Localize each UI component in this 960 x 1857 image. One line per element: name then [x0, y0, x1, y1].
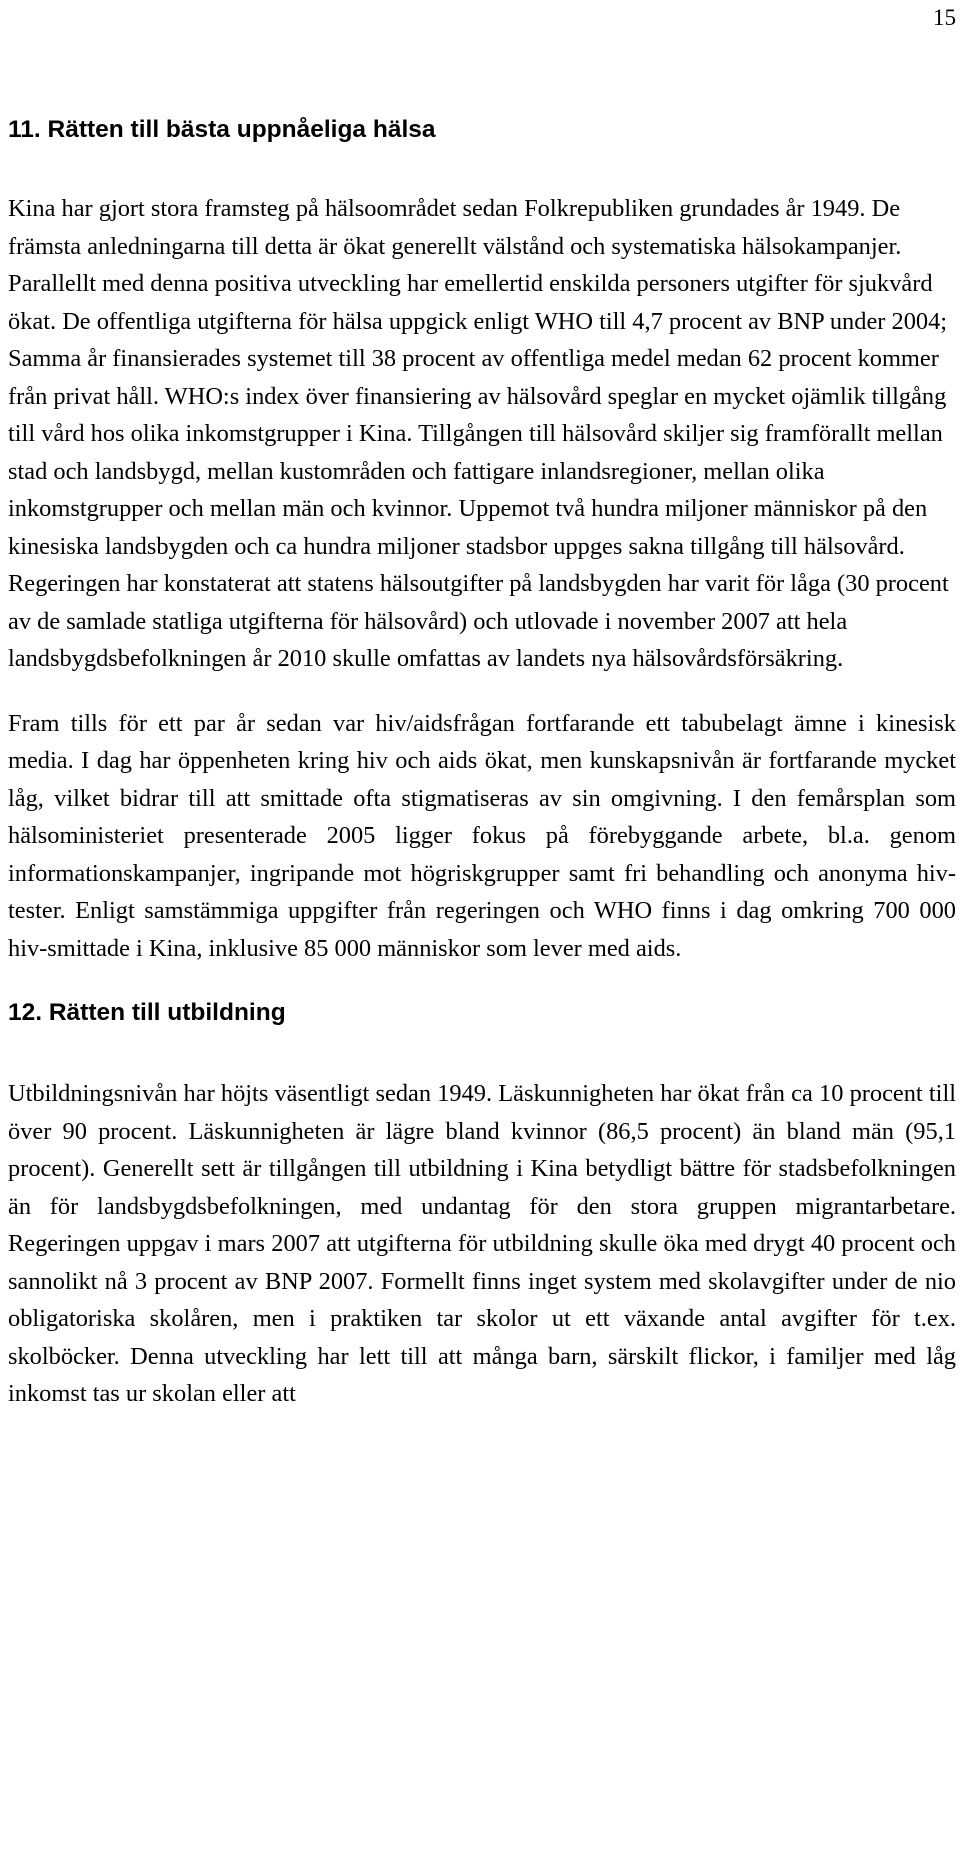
page-number: 15	[933, 5, 956, 30]
section-heading-health: 11. Rätten till bästa uppnåeliga hälsa	[8, 116, 436, 143]
document-body	[8, 116, 956, 1413]
section-heading-education: 12. Rätten till utbildning	[8, 999, 286, 1026]
paragraph-hiv-aids: Fram tills för ett par år sedan var hiv/aidsfrågan fortfarande ett tabubelagt ämne i kinesisk media. I dag har öppenheten kring hiv och aids ökat, men kunskapsnivån är fortfarande mycket låg, vilket bidrar till att smittade ofta stigmatiseras av sin omgivning. I den femårsplan som hälsoministeriet presenterade 2005 ligger fokus på förebyggande arbete, bl.a. genom informationskampanjer, ingripande mot högriskgrupper samt fri behandling och anonyma hiv-tester. Enligt samstämmiga uppgifter från regeringen och WHO finns i dag omkring 700 000 hiv-smittade i Kina, inklusive 85 000 människor som lever med aids.	[8, 709, 956, 962]
paragraph-education: Utbildningsnivån har höjts väsentligt sedan 1949. Läskunnigheten har ökat från ca 10 procent till över 90 procent. Läskunnigheten är lägre bland kvinnor (86,5 procent) än bland män (95,1 procent). Generellt sett är tillgången till utbildning i Kina betydligt bättre för stadsbefolkningen än för landsbygdsbefolkningen, med undantag för den stora gruppen migrantarbetare. Regeringen uppgav i mars 2007 att utgifterna för utbildning skulle öka med drygt 40 procent och sannolikt nå 3 procent av BNP 2007. Formellt finns inget system med skolavgifter under de nio obligatoriska skolåren, men i praktiken tar skolor ut ett växande antal avgifter för t.ex. skolböcker. Denna utveckling har lett till att många barn, särskilt flickor, i familjer med låg inkomst tas ur skolan eller att	[8, 1080, 956, 1407]
paragraph-health-overview: Kina har gjort stora framsteg på hälsoområdet sedan Folkrepubliken grundades år 1949. De främsta anledningarna till detta är ökat generellt välstånd och systematiska hälsokampanjer. Parallellt med denna positiva utveckling har emellertid enskilda personers utgifter för sjukvård ökat. De offentliga utgifterna för hälsa uppgick enligt WHO till 4,7 procent av BNP under 2004; Samma år finansierades systemet till 38 procent av offentliga medel medan 62 procent kommer från privat håll. WHO:s index över finansiering av hälsovård speglar en mycket ojämlik tillgång till vård hos olika inkomstgrupper i Kina. Tillgången till hälsovård skiljer sig framförallt mellan stad och landsbygd, mellan kustområden och fattigare inlandsregioner, mellan olika inkomstgrupper och mellan män och kvinnor. Uppemot två hundra miljoner människor på den kinesiska landsbygden och ca hundra miljoner stadsbor uppges sakna tillgång till hälsovård. Regeringen har konstaterat att statens hälsoutgifter på landsbygden har varit för låga (30 procent av de samlade statliga utgifterna för hälsovård) och utlovade i november 2007 att hela landsbygdsbefolkningen år 2010 skulle omfattas av landets nya hälsovårdsförsäkring.	[8, 195, 949, 672]
